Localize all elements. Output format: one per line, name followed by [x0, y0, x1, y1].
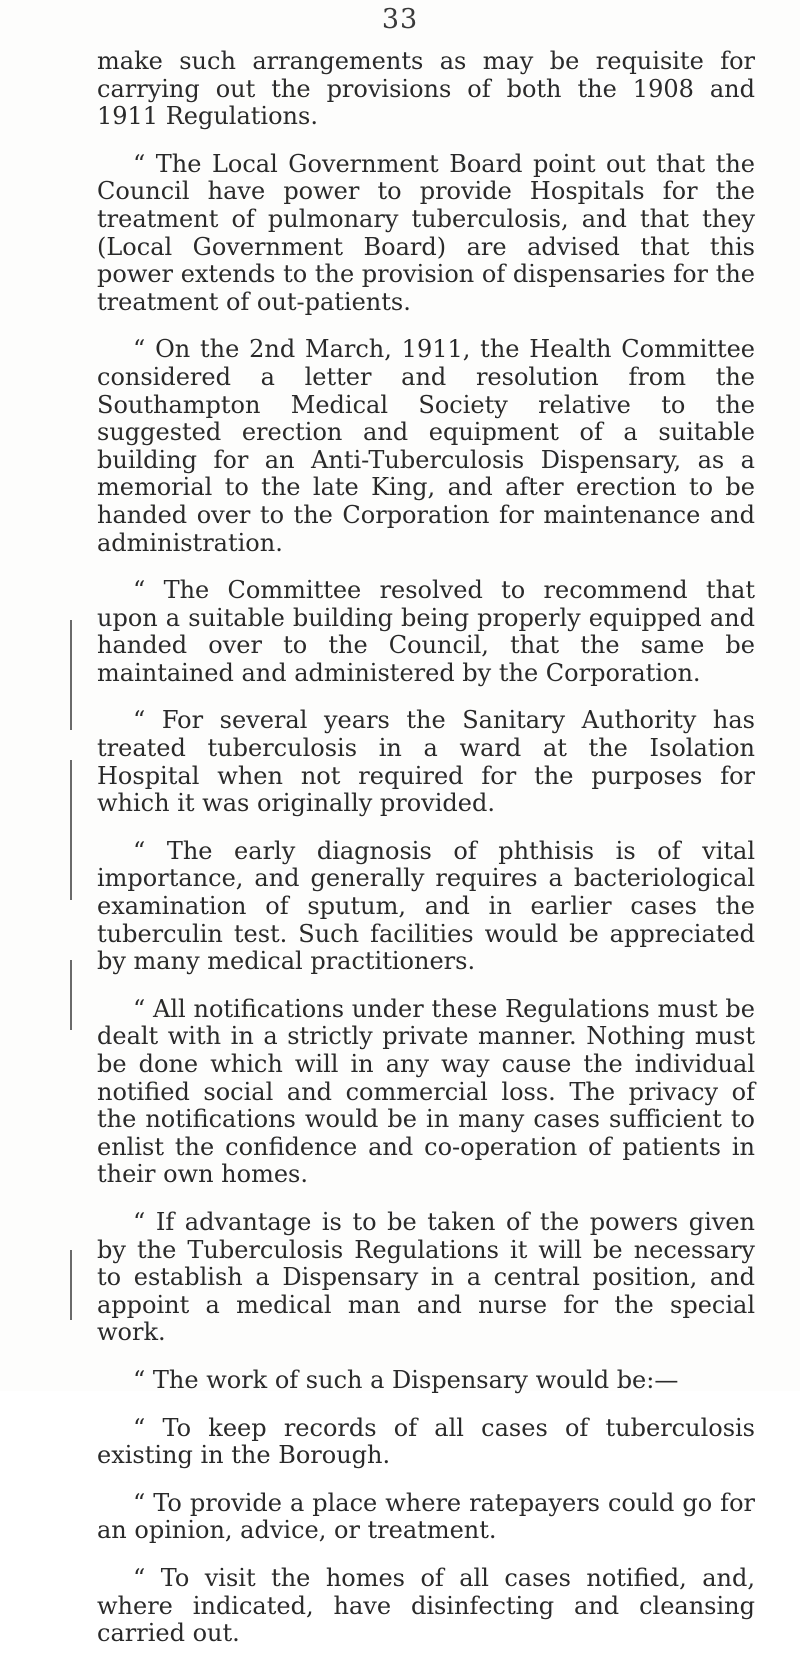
margin-line [70, 620, 72, 730]
margin-line [70, 1250, 72, 1320]
page-number: 33 [381, 4, 419, 35]
paragraph: “ To visit the homes of all cases notified, and, where indicated, have disinfecting and cleansing carried out. [97, 1563, 755, 1648]
paragraph: “ On the 2nd March, 1911, the Health Committee considered a letter and resolution from the Southampton Medical Society relative to the suggested erection and equipment of a suitable building for an Anti-Tuberculosis Dispensary, as a memorial to the late King, and after erection to be handed over to the Corporation for maintenance and administration. [97, 335, 755, 557]
paragraph: “ If advantage is to be taken of the powers given by the Tuberculosis Regulations it will be necessary to establish a Dispensary in a central position, and appoint a medical man and nurse for the special work. [97, 1207, 755, 1347]
paragraph: make such arrangements as may be requisite for carrying out the provisions of both the 1908 and 1911 Regulations. [97, 47, 755, 131]
paragraph: “ The work of such a Dispensary would be:— [133, 1365, 679, 1394]
paragraph: “ The Committee resolved to recommend that upon a suitable building being properly equipped and handed over to the Council, that the same be maintained and administered by the Corporation. [97, 576, 755, 687]
body-text [97, 48, 755, 1668]
paragraph: “ To provide a place where ratepayers could go for an opinion, advice, or treatment. [97, 1488, 755, 1545]
paragraph: “ For several years the Sanitary Authority has treated tuberculosis in a ward at the Isolation Hospital when not required for the purposes for which it was originally provided. [97, 706, 755, 818]
paragraph: “ The early diagnosis of phthisis is of vital importance, and generally requires a bacteriological examination of sputum, and in earlier cases the tuberculin test. Such facilities would be appreciated by many medical practitioners. [97, 836, 755, 976]
paragraph: “ All notifications under these Regulations must be dealt with in a strictly private manner. Nothing must be done which will in any way cause the individual notified social and commercial loss. The privacy of the notifications would be in many cases sufficient to enlist the confidence and co-operation of patients in their own homes. [97, 994, 755, 1189]
margin-line [70, 960, 72, 1030]
paragraph: “ The Local Government Board point out that the Council have power to provide Hospitals for the treatment of pulmonary tuberculosis, and that they (Local Government Board) are advised that this power extends to the provision of dispensaries for the treatment of out-patients. [97, 149, 755, 316]
margin-line [70, 760, 72, 900]
paragraph: “ To keep records of all cases of tuberculosis existing in the Borough. [97, 1413, 755, 1470]
